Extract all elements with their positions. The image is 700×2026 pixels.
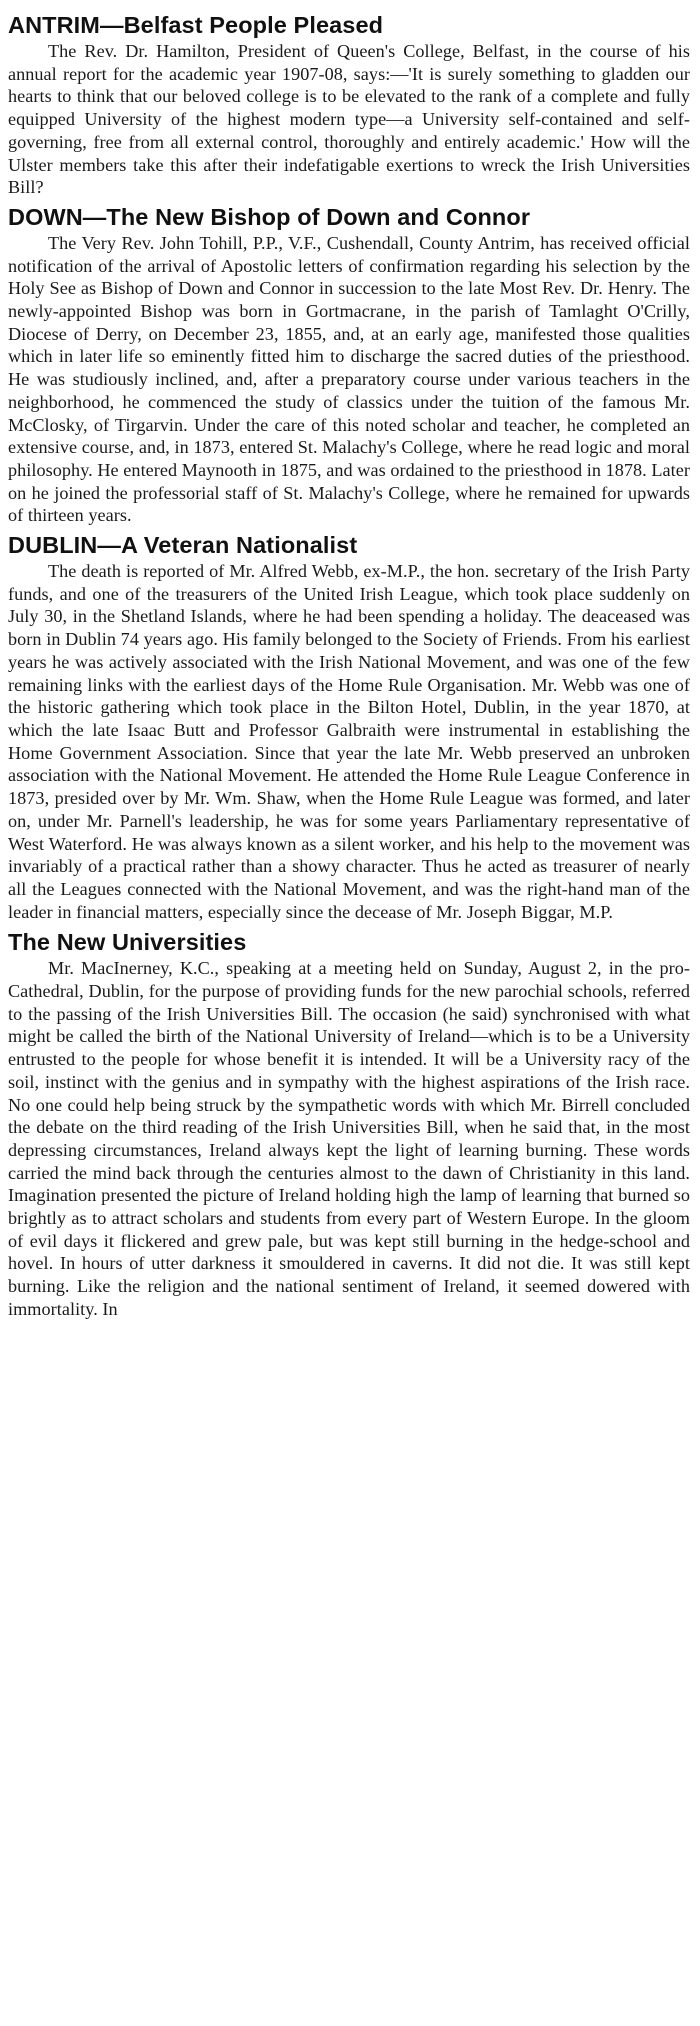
section-body-antrim: The Rev. Dr. Hamilton, President of Queen's College, Belfast, in the course of his annual report for the academic year 1907-08, says:—'It is surely something to gladden our hearts to think that our beloved college is to be elevated to the rank of a complete and fully equipped University of the highest modern type—a University self-contained and self-governing, free from all external control, thoroughly and entirely academic.' How will the Ulster members take this after their indefatigable exertions to wreck the Irish Universities Bill? <box>8 41 690 198</box>
section-heading-antrim: ANTRIM—Belfast People Pleased <box>8 12 384 38</box>
section-heading-universities: The New Universities <box>8 929 247 956</box>
section-heading-dublin: DUBLIN—A Veteran Nationalist <box>8 532 358 559</box>
section-body-universities: Mr. MacInerney, K.C., speaking at a meeting held on Sunday, August 2, in the pro-Cathedral, Dublin, for the purpose of providing funds for the new parochial schools, referred to the passing of the Irish Universities Bill. The occasion (he said) synchronised with what might be called the birth of the National University of Ireland—which is to be a University entrusted to the people for whose benefit it is intended. It will be a University racy of the soil, instinct with the genius and in sympathy with the highest aspirations of the Irish race. No one could help being struck by the sympathetic words with which Mr. Birrell concluded the debate on the third reading of the Irish Universities Bill, when he said that, in the most depressing circumstances, Ireland always kept the light of learning burning. These words carried the mind back through the centuries almost to the dawn of Christianity in this land. Imagination presented the picture of Ireland holding high the lamp of learning that burned so brightly as to attract scholars and students from every part of Western Europe. In the gloom of evil days it flickered and grew pale, but was kept still burning in the hedge-school and hovel. In hours of utter darkness it smouldered in caverns. It did not die. It was still kept burning. Like the religion and the national sentiment of Ireland, it seemed dowered with immortality. In <box>8 958 690 1319</box>
section-dublin <box>8 530 690 923</box>
section-down <box>8 202 690 527</box>
section-antrim <box>8 10 690 199</box>
section-body-dublin: The death is reported of Mr. Alfred Webb, ex-M.P., the hon. secretary of the Irish Party funds, and one of the treasurers of the United Irish League, which took place suddenly on July 30, in the Shetland Islands, where he had been spending a holiday. The deaceased was born in Dublin 74 years ago. His family belonged to the Society of Friends. From his earliest years he was actively associated with the Irish National Movement, and was one of the few remaining links with the earliest days of the Home Rule Organisation. Mr. Webb was one of the historic gathering which took place in the Bilton Hotel, Dublin, in the year 1870, at which the late Isaac Butt and Professor Galbraith were instrumental in establishing the Home Government Association. Since that year the late Mr. Webb preserved an unbroken association with the National Movement. He attended the Home Rule League Conference in 1873, presided over by Mr. Wm. Shaw, when the Home Rule League was formed, and later on, under Mr. Parnell's leadership, he was for some years Parliamentary representative of West Waterford. He was always known as a silent worker, and his help to the movement was invariably of a practical rather than a showy character. Thus he acted as treasurer of nearly all the Leagues connected with the National Movement, and was the right-hand man of the leader in financial matters, especially since the decease of Mr. Joseph Biggar, M.P. <box>8 561 690 922</box>
article-column <box>8 10 690 1321</box>
section-universities <box>8 927 690 1320</box>
section-body-down: The Very Rev. John Tohill, P.P., V.F., Cushendall, County Antrim, has received official notification of the arrival of Apostolic letters of confirmation regarding his selection by the Holy See as Bishop of Down and Connor in succession to the late Most Rev. Dr. Henry. The newly-appointed Bishop was born in Gortmacrane, in the parish of Tamlaght O'Crilly, Diocese of Derry, on December 23, 1855, and, at an early age, manifested those qualities which in later life so eminently fitted him to discharge the sacred duties of the priesthood. He was studiously inclined, and, after a preparatory course under various teachers in the neighborhood, he commenced the study of classics under the tuition of the famous Mr. McClosky, of Tirgarvin. Under the care of this noted scholar and teacher, he completed an extensive course, and, in 1873, entered St. Malachy's College, where he read logic and moral philosophy. He entered Maynooth in 1875, and was ordained to the priesthood in 1878. Later on he joined the professorial staff of St. Malachy's College, where he remained for upwards of thirteen years. <box>8 232 690 526</box>
section-heading-down: DOWN—The New Bishop of Down and Connor <box>8 203 531 230</box>
